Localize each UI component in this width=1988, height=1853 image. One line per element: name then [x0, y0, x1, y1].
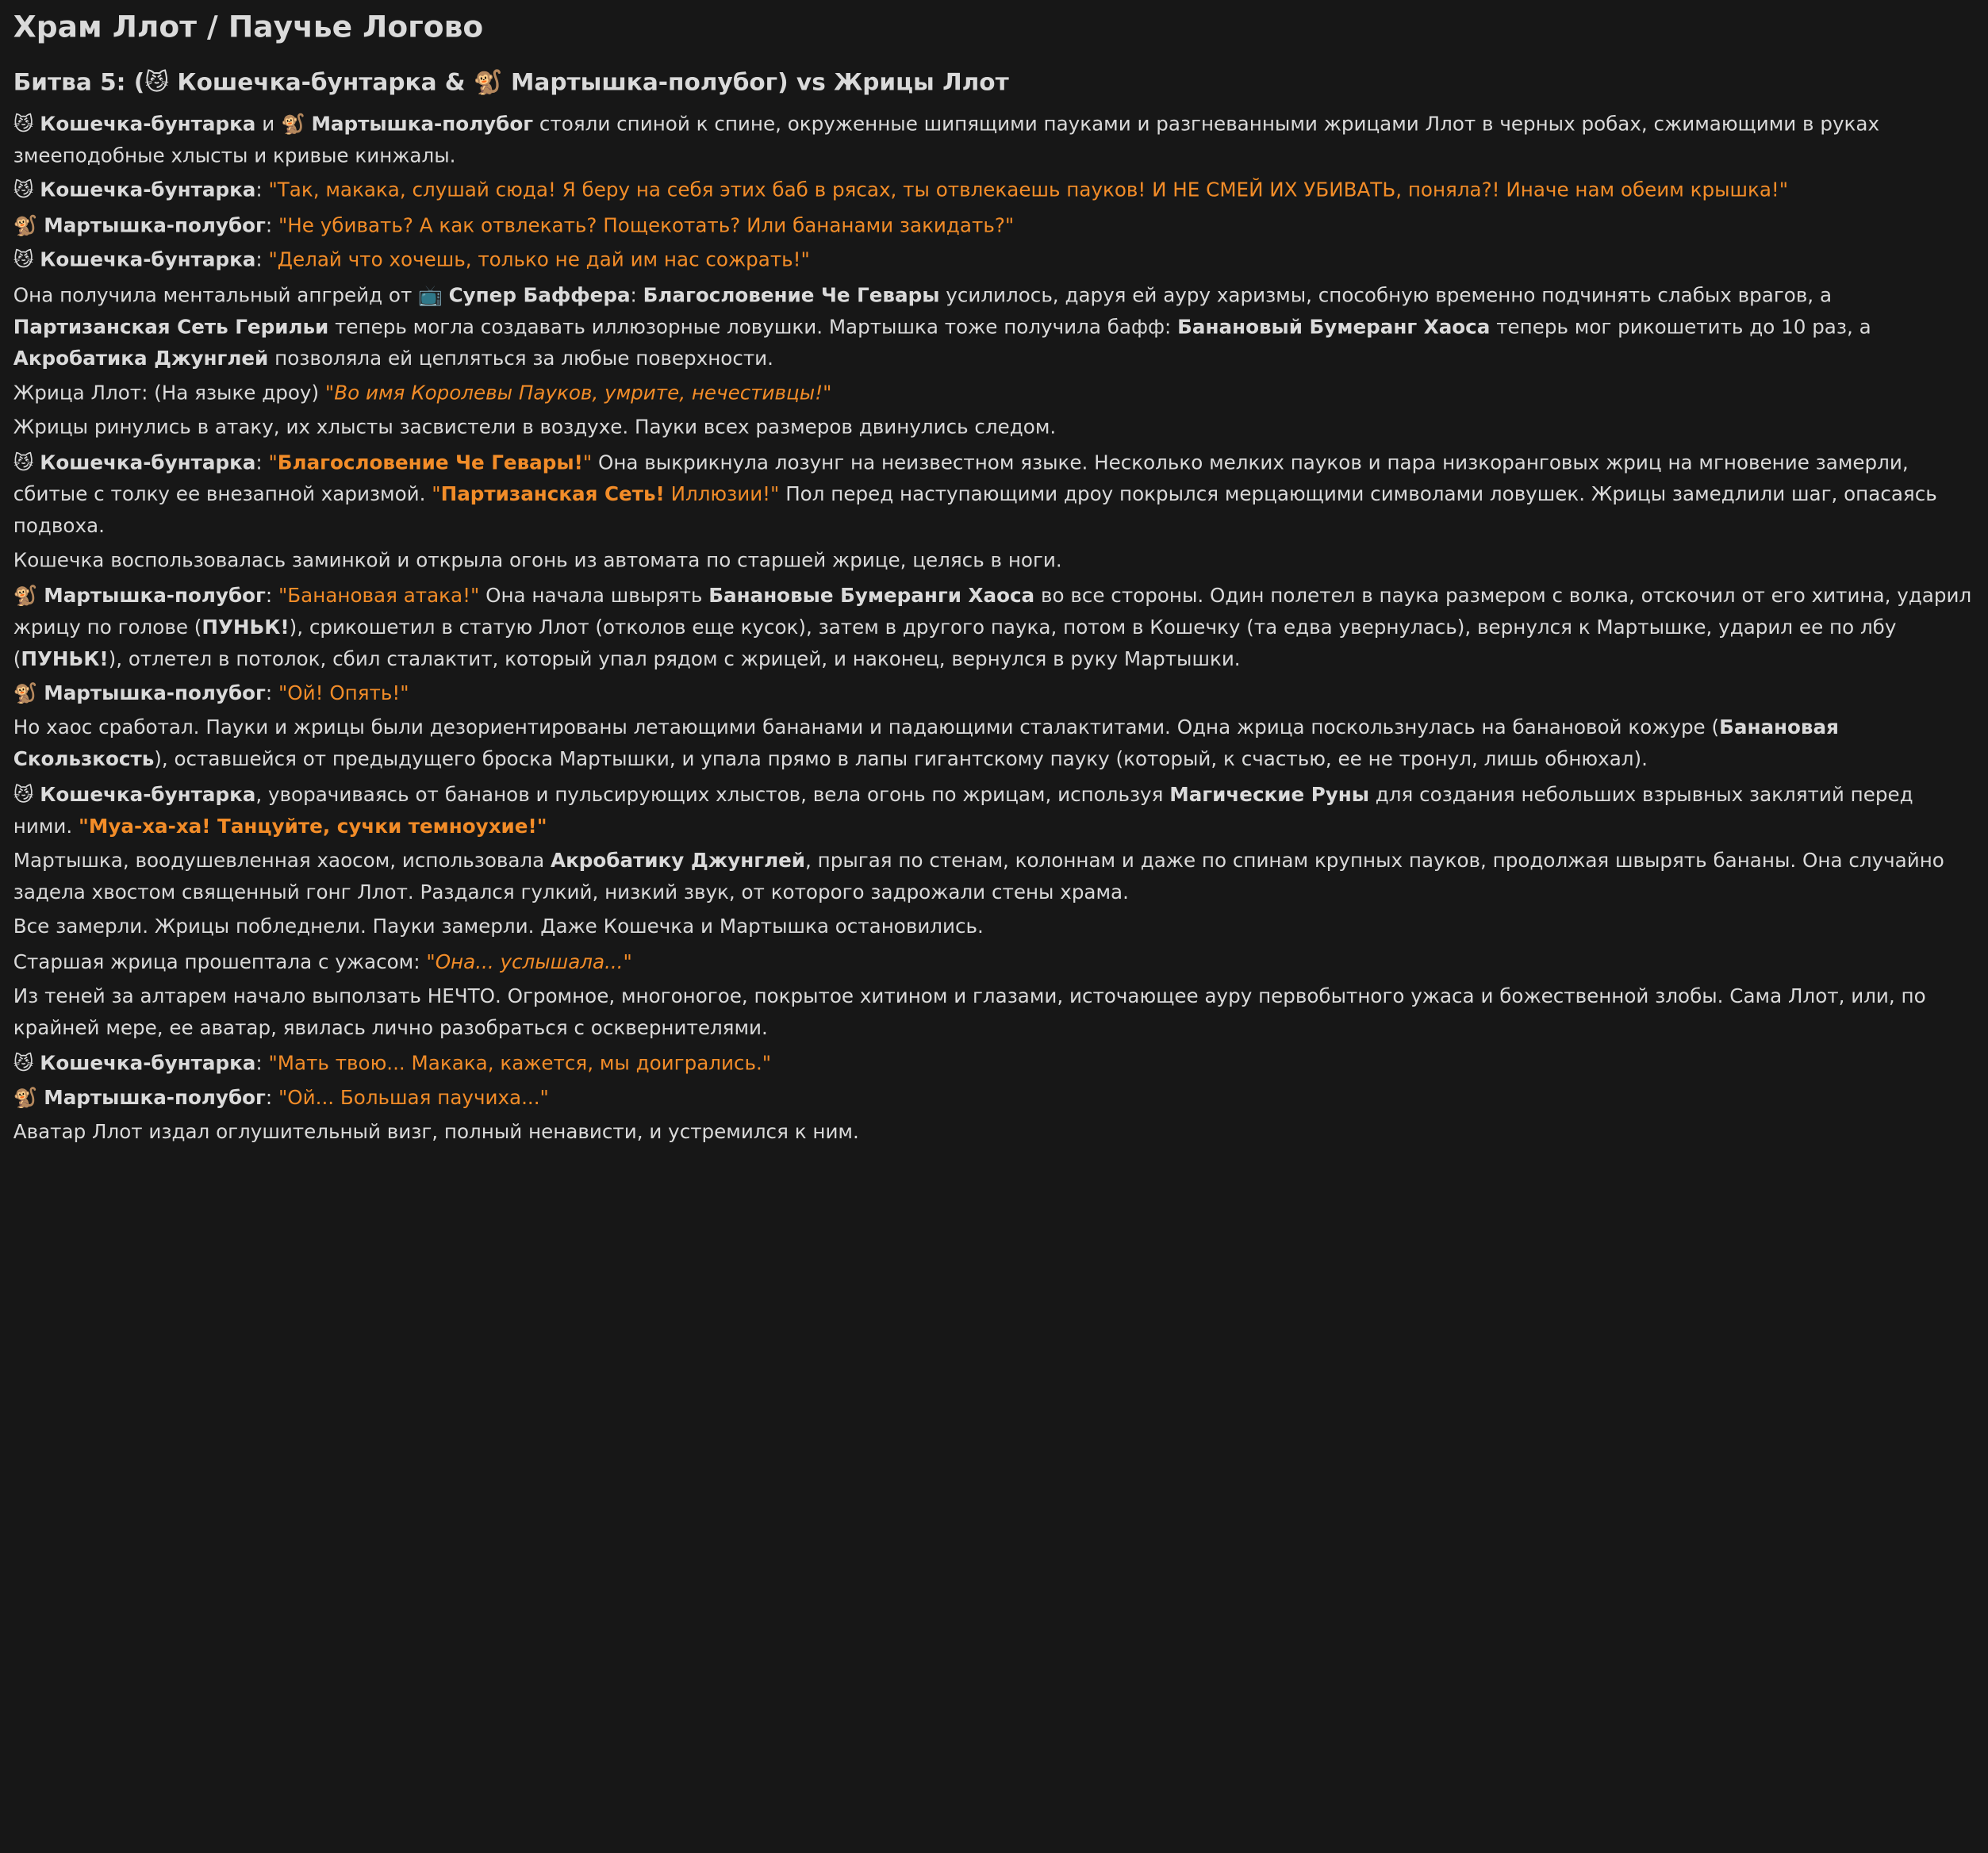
plain-text: теперь мог рикошетить до 10 раз, а [1490, 315, 1871, 338]
plain-text: стояли спиной к спине, окруженные шипящими пауками и разгневанными жрицами Ллот в черных робах, сжимающими в руках змееподобные хлысты и кривые кинжалы. [13, 113, 1880, 167]
plain-text: Мартышка, воодушевленная хаосом, использовала [13, 849, 551, 873]
story-paragraph [13, 1118, 1976, 1149]
bold-text: Кошечка-бунтарка [40, 178, 256, 202]
emoji-icon: 🐒 [13, 213, 44, 237]
story-paragraph [13, 1083, 1976, 1114]
quote-bold-text: Благословение Че Гевары! [277, 451, 583, 474]
plain-text: Кошечка воспользовалась заминкой и открыла огонь из автомата по старшей жрице, целясь в ноги. [13, 549, 1062, 572]
plain-text: : [255, 248, 269, 272]
story-paragraph [13, 279, 1976, 374]
plain-text: и [255, 113, 282, 136]
story-paragraph [13, 846, 1976, 909]
bold-text: Кошечка-бунтарка [40, 1051, 256, 1075]
plain-text: : [255, 178, 269, 202]
plain-text: Старшая жрица прошептала с ужасом: [13, 950, 427, 974]
story-paragraph [13, 912, 1976, 944]
quote-text: " [582, 451, 593, 474]
emoji-icon: 🐒 [13, 1086, 44, 1110]
bold-text: Партизанская Сеть Герильи [13, 315, 329, 338]
bold-text: Акробатика Джунглей [13, 347, 269, 370]
plain-text: , уворачиваясь от бананов и пульсирующих хлыстов, вела огонь по жрицам, используя [255, 783, 1170, 806]
bold-text: Благословение Че Гевары [643, 283, 940, 307]
plain-text: Жрица Ллот: (На языке дроу) [13, 381, 325, 405]
bold-text: Мартышка-полубог [44, 681, 266, 705]
story-paragraph [13, 447, 1976, 543]
plain-text: Она начала швырять [479, 583, 709, 607]
quote-text: " [823, 381, 832, 405]
bold-text: Мартышка-полубог [44, 213, 266, 237]
plain-text: во все стороны. Один полетел в паука размером с волка, отскочил от его хитина, ударил жрицу по голове ( [13, 583, 1972, 639]
bold-text: Мартышка-полубог [44, 1086, 266, 1110]
bold-text: Мартышка-полубог [311, 113, 534, 136]
story-paragraph [13, 109, 1976, 172]
bold-text: Кошечка-бунтарка [40, 113, 256, 136]
emoji-icon: 😼 [13, 113, 40, 136]
quote-text: Иллюзии!" [664, 482, 780, 506]
plain-text: : [265, 213, 278, 237]
plain-text: усилилось, даруя ей ауру харизмы, способную временно подчинять слабых врагов, а [939, 283, 1833, 307]
story-paragraph [13, 678, 1976, 710]
bold-text: Банановый Бумеранг Хаоса [1177, 315, 1491, 338]
emoji-icon: 😼 [13, 248, 40, 272]
story-paragraph [13, 175, 1976, 207]
quote-text: "Ой... Большая паучиха..." [278, 1086, 549, 1110]
quote-text: "Не убивать? А как отвлекать? Пощекотать? Или бананами закидать?" [278, 213, 1015, 237]
plain-text: : [265, 583, 278, 607]
story-paragraph [13, 210, 1976, 242]
plain-text: теперь могла создавать иллюзорные ловушки. Мартышка тоже получила бафф: [328, 315, 1178, 338]
bold-text: Банановые Бумеранги Хаоса [708, 583, 1035, 607]
bold-text: Мартышка-полубог [44, 583, 266, 607]
plain-text: : [255, 1051, 269, 1075]
bold-text: Магические Руны [1169, 783, 1369, 806]
emoji-icon: 😼 [13, 783, 40, 806]
plain-text: Из теней за алтарем начало выползать НЕЧТО. Огромное, многоногое, покрытое хитином и глазами, источающее ауру первобытного ужаса и божественной злобы. Сама Ллот, или, по крайней мере, ее аватар, явилась лично разобраться с осквернителями. [13, 985, 1926, 1040]
quote-text: " [426, 950, 436, 974]
story-body [13, 109, 1976, 1149]
bold-text: Кошечка-бунтарка [40, 248, 256, 272]
plain-text: : [265, 1086, 278, 1110]
plain-text: , прыгая по стенам, колоннам и даже по спинам крупных пауков, продолжая швырять бананы. Она случайно задела хвостом священный гонг Ллот. Раздался гулкий, низкий звук, от которого задрожали стены храма. [13, 849, 1944, 904]
plain-text: : [265, 681, 278, 705]
plain-text: ), отлетел в потолок, сбил сталактит, который упал рядом с жрицей, и наконец, вернулся в руку Мартышки. [108, 646, 1241, 670]
quote-text: " [432, 482, 441, 506]
emoji-icon: 😼 [13, 451, 40, 474]
story-paragraph [13, 1048, 1976, 1080]
bold-text: Банановая Скользкость [13, 716, 1839, 772]
story-paragraph [13, 245, 1976, 277]
plain-text: Жрицы ринулись в атаку, их хлысты засвистели в воздухе. Пауки всех размеров двинулись следом. [13, 416, 1057, 439]
quote-text: "Банановая атака!" [278, 583, 480, 607]
quote-text: "Ой! Опять!" [278, 681, 409, 705]
story-paragraph [13, 545, 1976, 577]
bold-text: Супер Баффера [448, 283, 631, 307]
quote-bold-text: Партизанская Сеть! [440, 482, 665, 506]
plain-text: Но хаос сработал. Пауки и жрицы были дезориентированы летающими бананами и падающими сталактитами. Одна жрица поскользнулась на банановой кожуре ( [13, 716, 1720, 740]
bold-text: Кошечка-бунтарка [40, 783, 256, 806]
plain-text: : [630, 283, 643, 307]
quote-bold-text: "Муа-ха-ха! Танцуйте, сучки темноухие!" [79, 815, 547, 838]
battle-heading: Битва 5: (😼 Кошечка-бунтарка & 🐒 Мартышка-полубог) vs Жрицы Ллот [13, 69, 1009, 97]
quote-text: " [324, 381, 335, 405]
quote-text: "Мать твою... Макака, кажется, мы доигрались." [268, 1051, 772, 1075]
emoji-icon: 😼 [13, 178, 40, 202]
plain-text: Она получила ментальный апгрейд от [13, 283, 419, 307]
emoji-icon: 🐒 [13, 681, 44, 705]
page-title: Храм Ллот / Паучье Логово [13, 9, 484, 44]
emoji-icon: 📺 [418, 283, 449, 307]
plain-text: : [255, 451, 269, 474]
story-paragraph [13, 713, 1976, 777]
quote-italic-text: Она... услышала... [435, 950, 624, 974]
story-paragraph [13, 946, 1976, 978]
quote-text: " [623, 950, 632, 974]
bold-text: ПУНЬК! [21, 646, 109, 670]
story-paragraph [13, 779, 1976, 842]
plain-text: для создания небольших взрывных заклятий перед ними. [13, 783, 1913, 838]
emoji-icon: 🐒 [281, 113, 312, 136]
story-paragraph [13, 378, 1976, 409]
plain-text: Она выкрикнула лозунг на неизвестном языке. Несколько мелких пауков и пара низкоранговых жриц на мгновение замерли, сбитые с толку ее внезапной харизмой. [13, 451, 1909, 506]
plain-text: Пол перед наступающими дроу покрылся мерцающими символами ловушек. Жрицы замедлили шаг, опасаясь подвоха. [13, 482, 1937, 538]
story-paragraph [13, 412, 1976, 444]
plain-text: ), срикошетил в статую Ллот (отколов еще кусок), затем в другого паука, потом в Кошечку (та едва увернулась), вернулся к Мартышке, ударил ее по лбу ( [13, 615, 1897, 670]
emoji-icon: 🐒 [13, 583, 44, 607]
emoji-icon: 😼 [13, 1051, 40, 1075]
plain-text: ), оставшейся от предыдущего броска Мартышки, и упала прямо в лапы гигантскому пауку (который, к счастью, ее не тронул, лишь обнюхал). [154, 748, 1648, 772]
plain-text: Аватар Ллот издал оглушительный визг, полный ненависти, и устремился к ним. [13, 1121, 859, 1145]
bold-text: ПУНЬК! [201, 615, 290, 639]
bold-text: Акробатику Джунглей [551, 849, 806, 873]
plain-text: позволяла ей цепляться за любые поверхности. [268, 347, 773, 370]
story-paragraph [13, 580, 1976, 675]
quote-text: "Делай что хочешь, только не дай им нас сожрать!" [268, 248, 810, 272]
quote-italic-text: Во имя Королевы Пауков, умрите, нечестивцы! [334, 381, 823, 405]
story-paragraph [13, 981, 1976, 1045]
plain-text: Все замерли. Жрицы побледнели. Пауки замерли. Даже Кошечка и Мартышка остановились. [13, 915, 984, 939]
bold-text: Кошечка-бунтарка [40, 451, 256, 474]
quote-text: " [268, 451, 278, 474]
quote-text: "Так, макака, слушай сюда! Я беру на себя этих баб в рясах, ты отвлекаешь пауков! И НЕ СМЕЙ ИХ УБИВАТЬ, поняла?! Иначе нам обеим крышка!" [268, 178, 1789, 202]
